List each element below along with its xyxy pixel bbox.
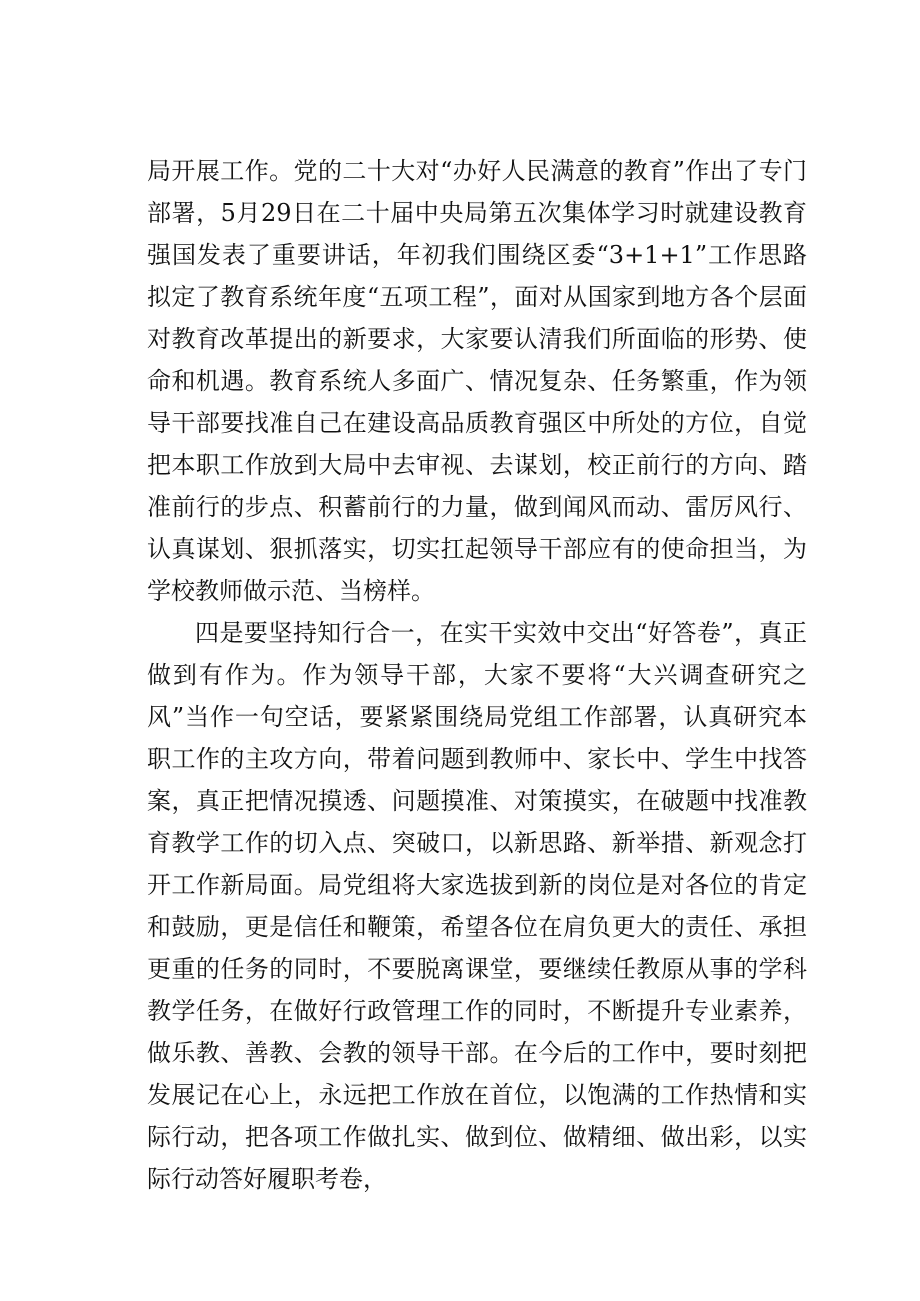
paragraph-continuation: 局开展工作。党的二十大对“办好人民满意的教育”作出了专门部署，5月29日在二十届中央局第五次集体学习时就建设教育强国发表了重要讲话，年初我们围绕区委“3+1+1”工作思路拟定了教育系统年度“五项工程”，面对从国家到地方各个层面对教育改革提出的新要求，大家要认清我们所面临的形势、使命和机遇。教育系统人多面广、情况复杂、任务繁重，作为领导干部要找准自己在建设高品质教育强区中所处的方位，自觉把本职工作放到大局中去审视、去谋划，校正前行的方向、踏准前行的步点、积蓄前行的力量，做到闻风而动、雷厉风行、认真谋划、狠抓落实，切实扛起领导干部应有的使命担当，为学校教师做示范、当榜样。 [147,157,807,605]
document-body [147,150,807,1200]
paragraph-point-four: 四是要坚持知行合一，在实干实效中交出“好答卷”，真正做到有作为。作为领导干部，大家不要将“大兴调查研究之风”当作一句空话，要紧紧围绕局党组工作部署，认真研究本职工作的主攻方向，带着问题到教师中、家长中、学生中找答案，真正把情况摸透、问题摸准、对策摸实，在破题中找准教育教学工作的切入点、突破口，以新思路、新举措、新观念打开工作新局面。局党组将大家选拔到新的岗位是对各位的肯定和鼓励，更是信任和鞭策，希望各位在肩负更大的责任、承担更重的任务的同时，不要脱离课堂，要继续任教原从事的学科教学任务，在做好行政管理工作的同时，不断提升专业素养，做乐教、善教、会教的领导干部。在今后的工作中，要时刻把发展记在心上，永远把工作放在首位，以饱满的工作热情和实际行动，把各项工作做扎实、做到位、做精细、做出彩，以实际行动答好履职考卷， [147,619,807,1193]
